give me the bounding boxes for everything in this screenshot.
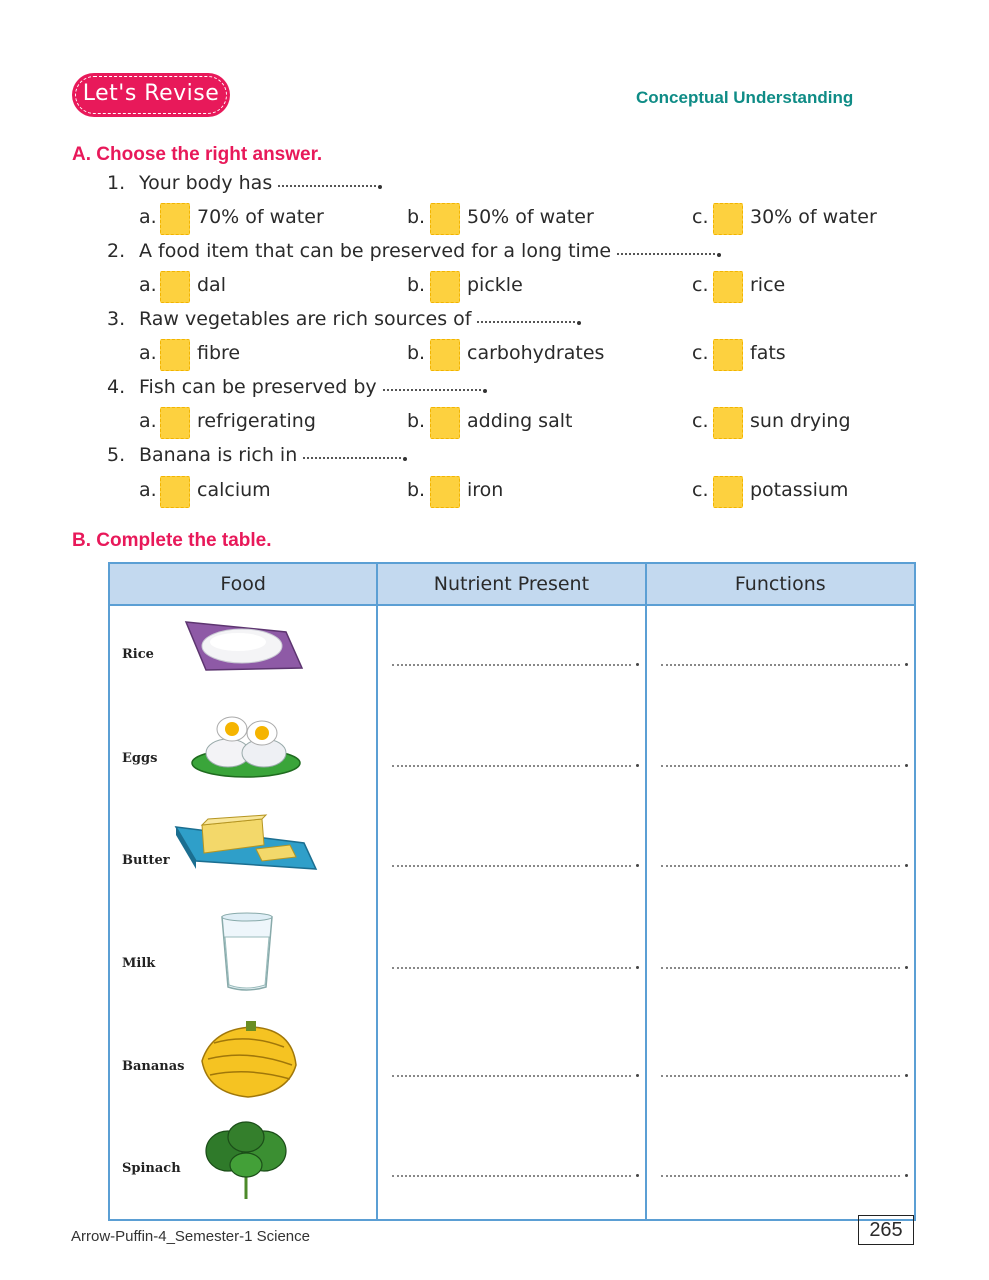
- option-letter: c.: [692, 410, 709, 432]
- food-cell: [109, 809, 377, 909]
- option-text: iron: [467, 479, 504, 501]
- option-letter: b.: [407, 479, 426, 501]
- question-number: 2.: [107, 240, 126, 262]
- column-header-nutrient: Nutrient Present: [377, 563, 645, 605]
- nutrient-cell[interactable]: [377, 1119, 645, 1220]
- answer-box[interactable]: [430, 271, 460, 303]
- page-number: 265: [858, 1215, 914, 1245]
- answer-box[interactable]: [713, 407, 743, 439]
- blank-line[interactable]: [383, 379, 481, 391]
- option-text: sun drying: [750, 410, 851, 432]
- option-text: potassium: [750, 479, 849, 501]
- answer-box[interactable]: [160, 339, 190, 371]
- blank-line[interactable]: [661, 765, 900, 767]
- answer-box[interactable]: [430, 203, 460, 235]
- blank-line[interactable]: [477, 311, 575, 323]
- option-letter: a.: [139, 274, 157, 296]
- blank-line[interactable]: [661, 1175, 900, 1177]
- blank-line[interactable]: [278, 175, 376, 187]
- answer-box[interactable]: [713, 476, 743, 508]
- food-cell: [109, 1119, 377, 1220]
- nutrient-cell[interactable]: [377, 605, 645, 709]
- option-letter: a.: [139, 410, 157, 432]
- option-text: carbohydrates: [467, 342, 605, 364]
- option-text: fats: [750, 342, 786, 364]
- option-text: 50% of water: [467, 206, 594, 228]
- answer-box[interactable]: [713, 271, 743, 303]
- option-letter: a.: [139, 342, 157, 364]
- blank-line[interactable]: [661, 1075, 900, 1077]
- option-text: pickle: [467, 274, 523, 296]
- answer-box[interactable]: [430, 339, 460, 371]
- eggs-bowl-image: [188, 709, 304, 781]
- spinach-leaves-image: [198, 1121, 294, 1201]
- option-letter: c.: [692, 274, 709, 296]
- blank-line[interactable]: [392, 664, 630, 666]
- table-row: [109, 909, 915, 1017]
- answer-box[interactable]: [160, 271, 190, 303]
- nutrient-cell[interactable]: [377, 809, 645, 909]
- option-letter: a.: [139, 206, 157, 228]
- section-a-title: A. Choose the right answer.: [72, 144, 323, 165]
- blank-line[interactable]: [661, 967, 900, 969]
- option-text: adding salt: [467, 410, 573, 432]
- option-text: fibre: [197, 342, 241, 364]
- food-name: Milk: [122, 956, 156, 971]
- answer-box[interactable]: [160, 407, 190, 439]
- category-label: Conceptual Understanding: [636, 88, 854, 107]
- option-text: refrigerating: [197, 410, 316, 432]
- question-text: A food item that can be preserved for a long time: [139, 240, 721, 262]
- food-cell: [109, 909, 377, 1017]
- option-letter: b.: [407, 206, 426, 228]
- answer-box[interactable]: [160, 203, 190, 235]
- question-text: Fish can be preserved by: [139, 376, 487, 398]
- question-number: 4.: [107, 376, 126, 398]
- blank-line[interactable]: [392, 1075, 630, 1077]
- banana-bunch-image: [192, 1021, 304, 1101]
- blank-line[interactable]: [303, 447, 401, 459]
- function-cell[interactable]: [646, 909, 915, 1017]
- nutrient-cell[interactable]: [377, 1017, 645, 1119]
- section-b-title: B. Complete the table.: [72, 530, 272, 551]
- table-row: [109, 1017, 915, 1119]
- question-number: 3.: [107, 308, 126, 330]
- table-row: [109, 1119, 915, 1220]
- question-text: Banana is rich in: [139, 444, 407, 466]
- table-row: [109, 605, 915, 709]
- food-name: Eggs: [122, 751, 158, 766]
- food-cell: [109, 1017, 377, 1119]
- nutrient-table: [108, 562, 916, 1221]
- column-header-food: Food: [109, 563, 377, 605]
- answer-box[interactable]: [713, 339, 743, 371]
- blank-line[interactable]: [392, 967, 630, 969]
- function-cell[interactable]: [646, 1017, 915, 1119]
- nutrient-cell[interactable]: [377, 909, 645, 1017]
- answer-box[interactable]: [430, 476, 460, 508]
- question-number: 1.: [107, 172, 126, 194]
- function-cell[interactable]: [646, 709, 915, 809]
- rice-plate-image: [182, 616, 306, 674]
- food-name: Rice: [122, 647, 154, 662]
- food-name: Spinach: [122, 1161, 181, 1176]
- option-text: 30% of water: [750, 206, 877, 228]
- answer-box[interactable]: [713, 203, 743, 235]
- blank-line[interactable]: [392, 765, 630, 767]
- question-text: Raw vegetables are rich sources of: [139, 308, 581, 330]
- option-letter: c.: [692, 342, 709, 364]
- option-letter: c.: [692, 206, 709, 228]
- table-row: [109, 709, 915, 809]
- butter-dish-image: [172, 813, 320, 889]
- answer-box[interactable]: [430, 407, 460, 439]
- blank-line[interactable]: [392, 1175, 630, 1177]
- blank-line[interactable]: [661, 865, 900, 867]
- function-cell[interactable]: [646, 809, 915, 909]
- blank-line[interactable]: [661, 664, 900, 666]
- option-letter: b.: [407, 410, 426, 432]
- option-text: rice: [750, 274, 786, 296]
- question-number: 5.: [107, 444, 126, 466]
- option-letter: b.: [407, 274, 426, 296]
- function-cell[interactable]: [646, 1119, 915, 1220]
- blank-line[interactable]: [392, 865, 630, 867]
- option-text: calcium: [197, 479, 271, 501]
- footer-text: Arrow-Puffin-4_Semester-1 Science: [71, 1228, 310, 1245]
- column-header-functions: Functions: [646, 563, 915, 605]
- option-letter: c.: [692, 479, 709, 501]
- food-cell: [109, 605, 377, 709]
- food-name: Butter: [122, 853, 170, 868]
- option-letter: a.: [139, 479, 157, 501]
- lets-revise-badge: [72, 73, 230, 117]
- milk-glass-image: [218, 911, 276, 993]
- badge-label: Let's Revise: [82, 81, 220, 106]
- answer-box[interactable]: [160, 476, 190, 508]
- food-name: Bananas: [122, 1059, 185, 1074]
- option-letter: b.: [407, 342, 426, 364]
- table-row: [109, 809, 915, 909]
- question-text: Your body has: [139, 172, 382, 194]
- nutrient-cell[interactable]: [377, 709, 645, 809]
- option-text: dal: [197, 274, 226, 296]
- food-cell: [109, 709, 377, 809]
- table-header-row: [109, 563, 915, 605]
- blank-line[interactable]: [617, 243, 715, 255]
- function-cell[interactable]: [646, 605, 915, 709]
- option-text: 70% of water: [197, 206, 324, 228]
